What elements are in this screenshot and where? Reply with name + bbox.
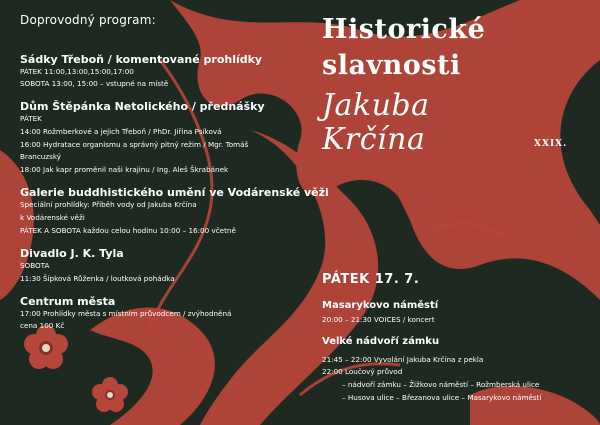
section-title-divadlo: Divadlo J. K. Tyla: [20, 247, 124, 260]
rose-icon: [92, 377, 128, 412]
section-line: PÁTEK 11:00,13:00,15:00,17:00: [20, 67, 134, 76]
section-line: k Vodárenské věži: [20, 213, 85, 222]
venue-title: Velké nádvoří zámku: [322, 336, 440, 347]
festival-title-line: Historické: [322, 14, 486, 45]
section-line: Brancuzský: [20, 152, 62, 161]
section-title-galerie: Galerie buddhistického umění ve Vodárenské věži: [20, 186, 329, 199]
section-line: SOBOTA: [20, 261, 50, 270]
rose-icon: [24, 325, 68, 369]
section-line: Speciální prohlídky: Příběh vody od Jakuba Krčína: [20, 200, 197, 209]
section-title-centrum: Centrum města: [20, 295, 116, 308]
date-heading: PÁTEK 17. 7.: [322, 272, 420, 287]
festival-title-name: Jakuba: [322, 88, 430, 123]
program-heading: Doprovodný program:: [20, 13, 156, 27]
section-line: 16:00 Hydratace organismu a správný pitný režim / Mgr. Tomáš: [20, 140, 249, 149]
section-line: 11:30 Šípková Růženka / loutková pohádka: [20, 274, 175, 283]
section-line: PÁTEK: [20, 114, 42, 123]
venue-line: – Husova ulice – Březanova ulice – Masarykovo náměstí: [342, 393, 542, 402]
section-line: 17:00 Prohlídky města s místním průvodcem / zvýhodněná: [20, 309, 232, 318]
section-line: cena 100 Kč: [20, 321, 65, 330]
section-line: PÁTEK A SOBOTA každou celou hodinu 10:00 – 16:00 včetně: [20, 226, 236, 235]
venue-line: 20:00 – 21:30 VOICES / koncert: [322, 315, 435, 324]
edition-number: XXIX.: [534, 139, 568, 149]
venue-line: 21:45 – 22:00 Vyvolání Jakuba Krčína z pekla: [322, 355, 484, 364]
section-line: 18:00 Jak kapr proměnil naši krajinu / Ing. Aleš Škrabánek: [20, 165, 229, 174]
section-title-sadky: Sádky Třeboň / komentované prohlídky: [20, 53, 263, 66]
venue-title: Masarykovo náměstí: [322, 300, 439, 311]
venue-line: – nádvoří zámku – Žižkovo náměstí – Rožmberská ulice: [342, 380, 540, 389]
section-title-dum: Dům Štěpánka Netolického / přednášky: [20, 100, 265, 113]
section-line: SOBOTA 13:00, 15:00 – vstupné na místě: [20, 79, 169, 88]
section-line: 14:00 Rožmberkové a jejich Třeboň / PhDr. Jiřina Psíková: [20, 127, 222, 136]
festival-title-line: slavnosti: [322, 50, 461, 81]
festival-title-name: Krčína: [322, 122, 426, 157]
venue-line: 22:00 Loučový průvod: [322, 367, 403, 376]
